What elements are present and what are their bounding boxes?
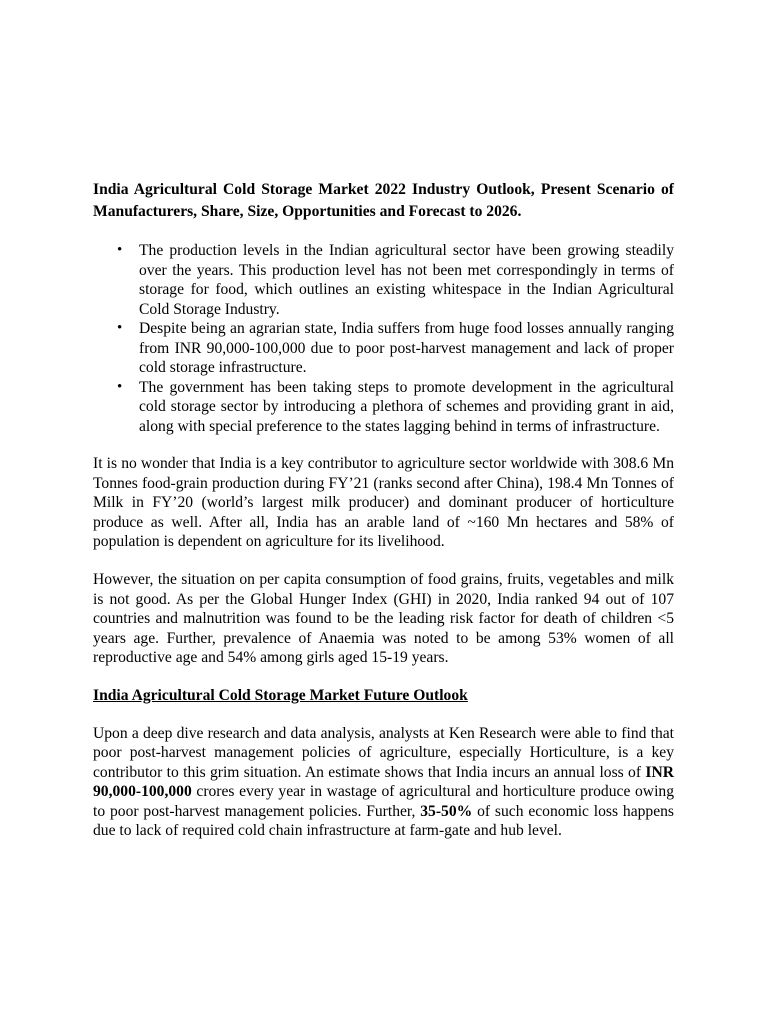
- bullet-icon: •: [117, 320, 123, 336]
- section-heading: India Agricultural Cold Storage Market Future Outlook: [93, 687, 468, 704]
- bullet-item: [117, 241, 674, 319]
- bullet-item: [117, 319, 674, 378]
- body-paragraph: It is no wonder that India is a key contributor to agriculture sector worldwide with 308.6 Mn Tonnes food-grain production during FY’21 (ranks second after China), 198.4 Mn Tonnes of Milk in FY’20 (world’s largest milk producer) and dominant producer of horticulture produce as well. After all, India has an arable land of ~160 Mn hectares and 58% of population is dependent on agriculture for its livelihood.: [93, 455, 674, 550]
- bullet-item: [117, 378, 674, 437]
- bullet-text: Despite being an agrarian state, India suffers from huge food losses annually ranging from INR 90,000-100,000 due to poor post-harvest management and lack of proper cold storage infrastructure.: [139, 320, 674, 376]
- loss-amount: INR 90,000-100,000: [93, 763, 674, 800]
- outlook-text: crores every year in wastage of agricultural and horticulture produce owing to poor post-harvest management policies. Further,: [93, 783, 674, 820]
- loss-percentage: 35-50%: [420, 802, 473, 820]
- outlook-paragraph: [93, 724, 674, 841]
- bullet-text: The production levels in the Indian agricultural sector have been growing steadily over the years. This production level has not been met correspondingly in terms of storage for food, which outlines an existing whitespace in the Indian Agricultural Cold Storage Industry.: [139, 242, 674, 318]
- document-title: India Agricultural Cold Storage Market 2022 Industry Outlook, Present Scenario of Manufacturers, Share, Size, Opportunities and Forecast to 2026.: [93, 181, 674, 220]
- body-paragraph: However, the situation on per capita consumption of food grains, fruits, vegetables and milk is not good. As per the Global Hunger Index (GHI) in 2020, India ranked 94 out of 107 countries and malnutrition was found to be the leading risk factor for death of children <5 years age. Further, prevalence of Anaemia was noted to be among 53% women of all reproductive age and 54% among girls aged 15-19 years.: [93, 571, 674, 666]
- bullet-icon: •: [117, 378, 123, 395]
- outlook-text: Upon a deep dive research and data analysis, analysts at Ken Research were able to find that poor post-harvest management policies of agriculture, especially Horticulture, is a key contributor to this grim situation. An estimate shows that India incurs an annual loss of: [93, 724, 674, 781]
- bullet-text: The government has been taking steps to promote development in the agricultural cold storage sector by introducing a plethora of schemes and providing grant in aid, along with special preference to the states lagging behind in terms of infrastructure.: [139, 378, 674, 435]
- bullet-list: [93, 241, 674, 436]
- bullet-icon: •: [117, 242, 123, 258]
- document-page: [93, 179, 674, 859]
- outlook-text: of such economic loss happens due to lack of required cold chain infrastructure at farm-gate and hub level.: [93, 802, 675, 839]
